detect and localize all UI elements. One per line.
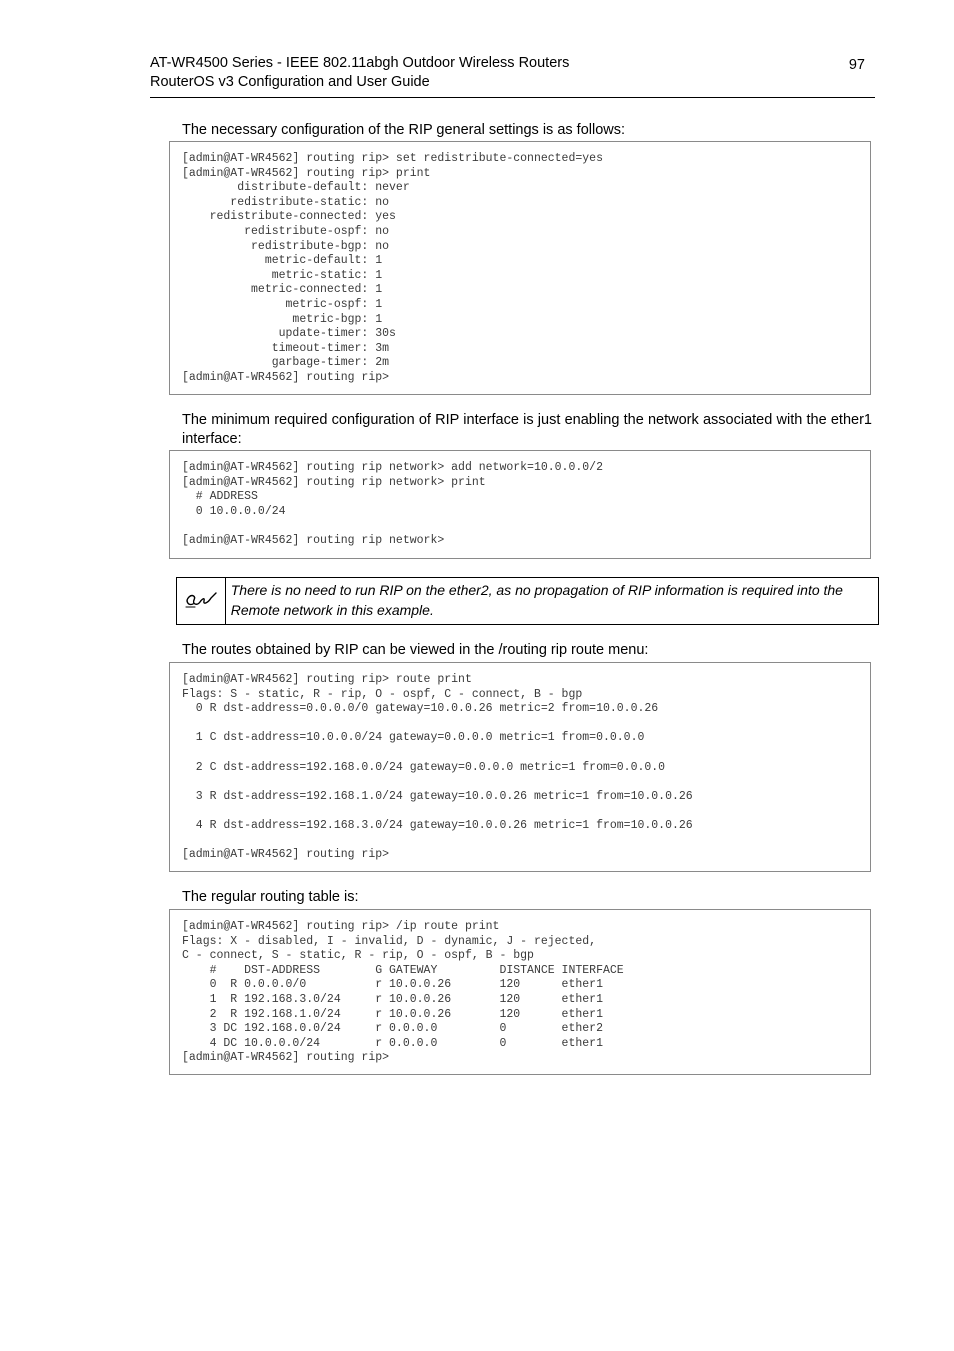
note-text: There is no need to run RIP on the ether2, as no propagation of RIP information is required into the Remote network in this example. (230, 582, 843, 618)
note-icon-cell (177, 578, 226, 624)
header-title: AT-WR4500 Series - IEEE 802.11abgh Outdoor Wireless Routers (150, 55, 570, 71)
code-text-rip-routes: [admin@AT-WR4562] routing rip> route print Flags: S - static, R - rip, O - ospf, C - connect, B - bgp 0 R dst-address=0.0.0.0/0 gateway=10.0.0.26 metric=2 from=10.0.0.26 1 C dst-address=10.0.0.0/24 gateway=0.0.0.0 metric=1 from=0.0.0.0 2 C dst-address=192.168.0.0/24 gateway=0.0.0.0 metric=1 from=0.0.0.0 3 R dst-address=192.168.1.0/24 gateway=10.0.0.26 metric=1 from=10.0.0.26 4 R dst-address=192.168.3.0/24 gateway=10.0.0.26 metric=1 from=10.0.0.26 [admin@AT-WR4562] routing rip> (182, 673, 693, 862)
header-subtitle: RouterOS v3 Configuration and User Guide (150, 74, 430, 90)
intro-rip-interface: The minimum required configuration of RIP interface is just enabling the network associated with the ether1 interface: (182, 412, 872, 447)
intro-routing-table: The regular routing table is: (182, 889, 359, 905)
code-text-routing-table: [admin@AT-WR4562] routing rip> /ip route print Flags: X - disabled, I - invalid, D - dynamic, J - rejected, C - connect, S - static, R - rip, O - ospf, B - bgp # DST-ADDRESS G GATEWAY DISTANCE INTERFACE 0 R 0.0.0.0/0 r 10.0.0.26 120 ether1 1 R 192.168.3.0/24 r 10.0.0.26 120 ether1 2 R 192.168.1.0/24 r 10.0.0.26 120 ether1 3 DC 192.168.0.0/24 r 0.0.0.0 0 ether2 4 DC 10.0.0.0/24 r 0.0.0.0 0 ether1 [admin@AT-WR4562] routing rip> (182, 920, 624, 1065)
intro-rip-general: The necessary configuration of the RIP general settings is as follows: (182, 122, 626, 138)
page-header (150, 54, 875, 98)
code-text-rip-general: [admin@AT-WR4562] routing rip> set redistribute-connected=yes [admin@AT-WR4562] routing rip> print distribute-default: never redistribute-static: no redistribute-connected: yes redistribute-ospf: no redistribute-bgp: no metric-default: 1 metric-static: 1 metric-connected: 1 metric-ospf: 1 metric-bgp: 1 update-timer: 30s timeout-timer: 3m garbage-timer: 2m [admin@AT-WR4562] routing rip> (182, 152, 603, 384)
handwriting-pen-icon (183, 591, 219, 611)
intro-rip-routes: The routes obtained by RIP can be viewed in the /routing rip route menu: (182, 642, 649, 658)
page-number: 97 (848, 57, 865, 73)
code-block-rip-routes (169, 662, 871, 872)
code-block-routing-table (169, 909, 871, 1075)
code-block-rip-general (169, 141, 871, 395)
code-block-rip-network (169, 450, 871, 559)
code-text-rip-network: [admin@AT-WR4562] routing rip network> add network=10.0.0.0/2 [admin@AT-WR4562] routing rip network> print # ADDRESS 0 10.0.0.0/24 [admin@AT-WR4562] routing rip network> (182, 461, 603, 547)
note-box (176, 577, 879, 625)
